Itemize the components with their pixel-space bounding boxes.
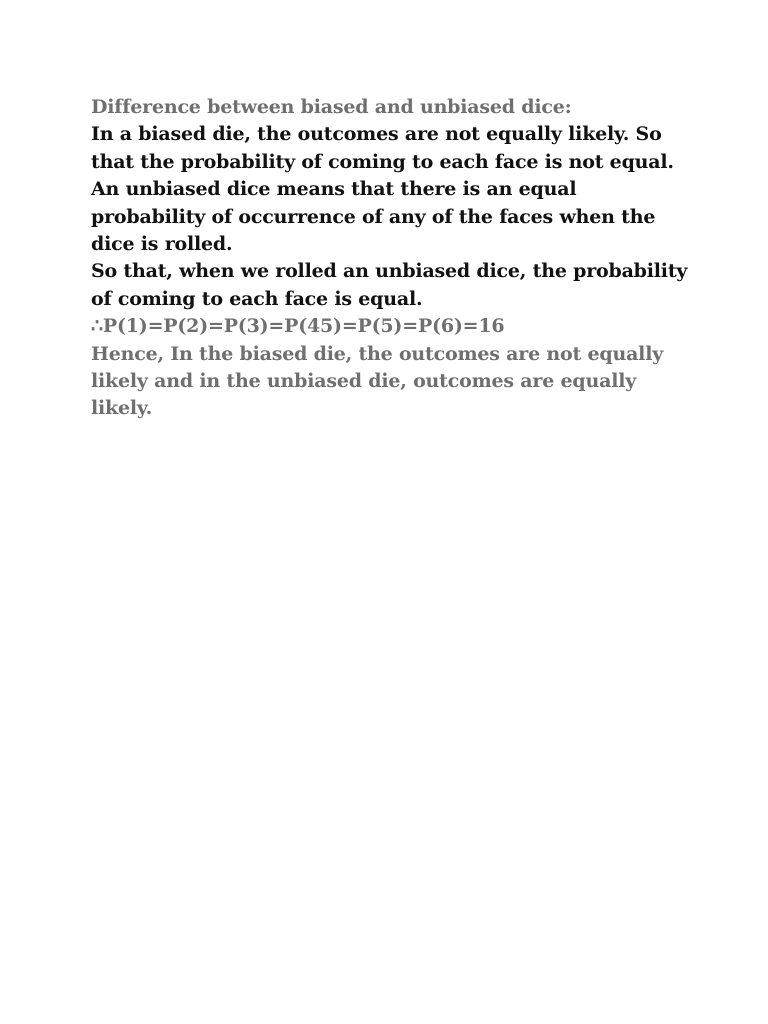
paragraph-biased-die: In a biased die, the outcomes are not equally likely. So that the probability of coming to each face is not equal.	[91, 123, 674, 173]
paragraph-unbiased-definition: An unbiased dice means that there is an equal probability of occurrence of any of the faces when the dice is rolled.	[91, 178, 656, 256]
conclusion-paragraph: Hence, In the biased die, the outcomes are not equally likely and in the unbiased die, outcomes are equally likely.	[91, 342, 664, 420]
section-heading: Difference between biased and unbiased dice:	[91, 96, 572, 118]
probability-equation: ∴P(1)=P(2)=P(3)=P(45)=P(5)=P(6)=16	[91, 315, 505, 338]
paragraph-unbiased-probability: So that, when we rolled an unbiased dice, the probability of coming to each face is equal.	[91, 260, 688, 310]
document-body	[91, 94, 691, 423]
